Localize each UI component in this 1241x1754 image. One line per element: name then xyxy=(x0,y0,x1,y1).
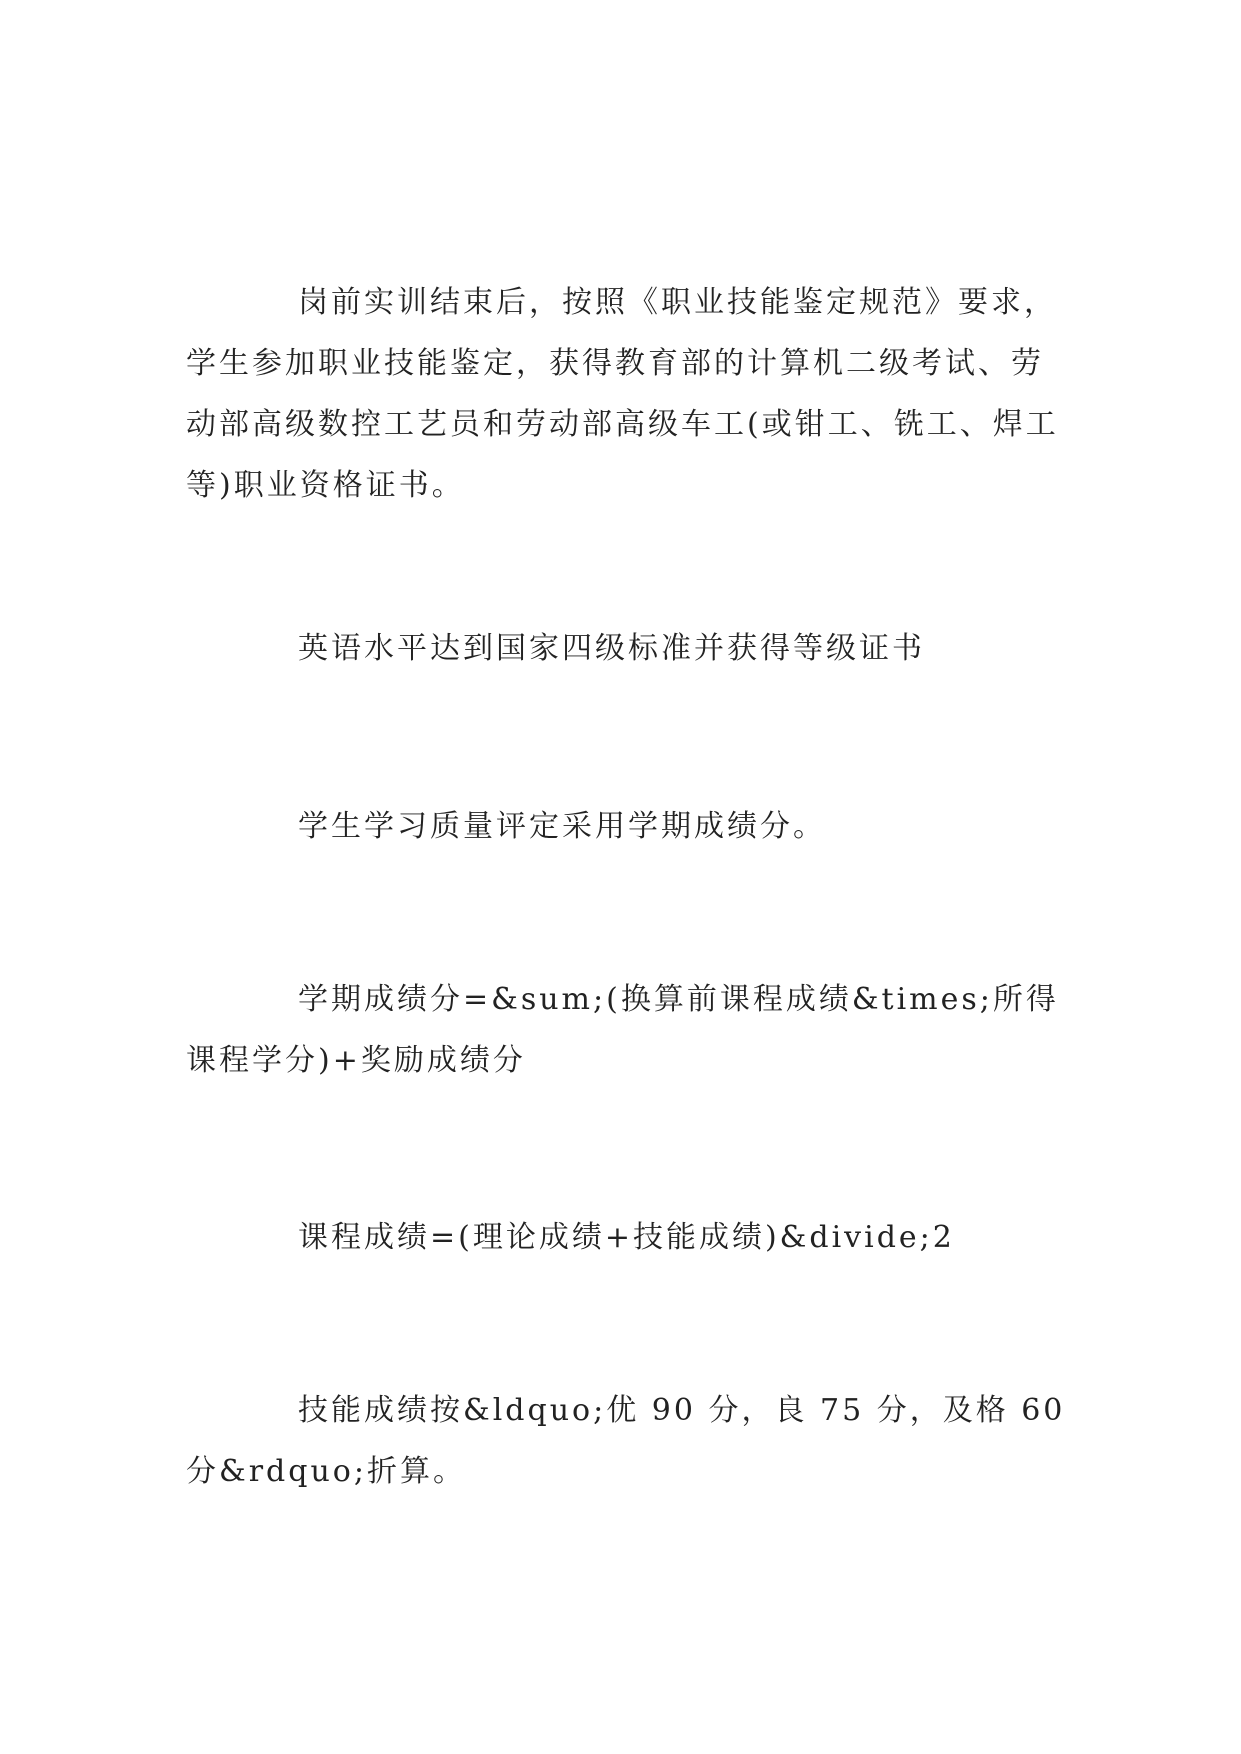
paragraph-skill-score-conversion: 技能成绩按&ldquo;优 90 分，良 75 分，及格 60 分&rdquo;折算。 xyxy=(186,1393,1066,1489)
paragraph-english-level: 英语水平达到国家四级标准并获得等级证书 xyxy=(298,631,925,666)
paragraph-certification: 岗前实训结束后，按照《职业技能鉴定规范》要求，学生参加职业技能鉴定，获得教育部的计算机二级考试、劳动部高级数控工艺员和劳动部高级车工(或钳工、铣工、焊工等)职业资格证书。 xyxy=(186,285,1059,503)
paragraph-semester-score-formula: 学期成绩分=&sum;(换算前课程成绩&times;所得课程学分)+奖励成绩分 xyxy=(186,982,1059,1078)
paragraph-grading-method: 学生学习质量评定采用学期成绩分。 xyxy=(298,809,826,844)
paragraph-course-score-formula: 课程成绩=(理论成绩+技能成绩)&divide;2 xyxy=(298,1220,955,1255)
